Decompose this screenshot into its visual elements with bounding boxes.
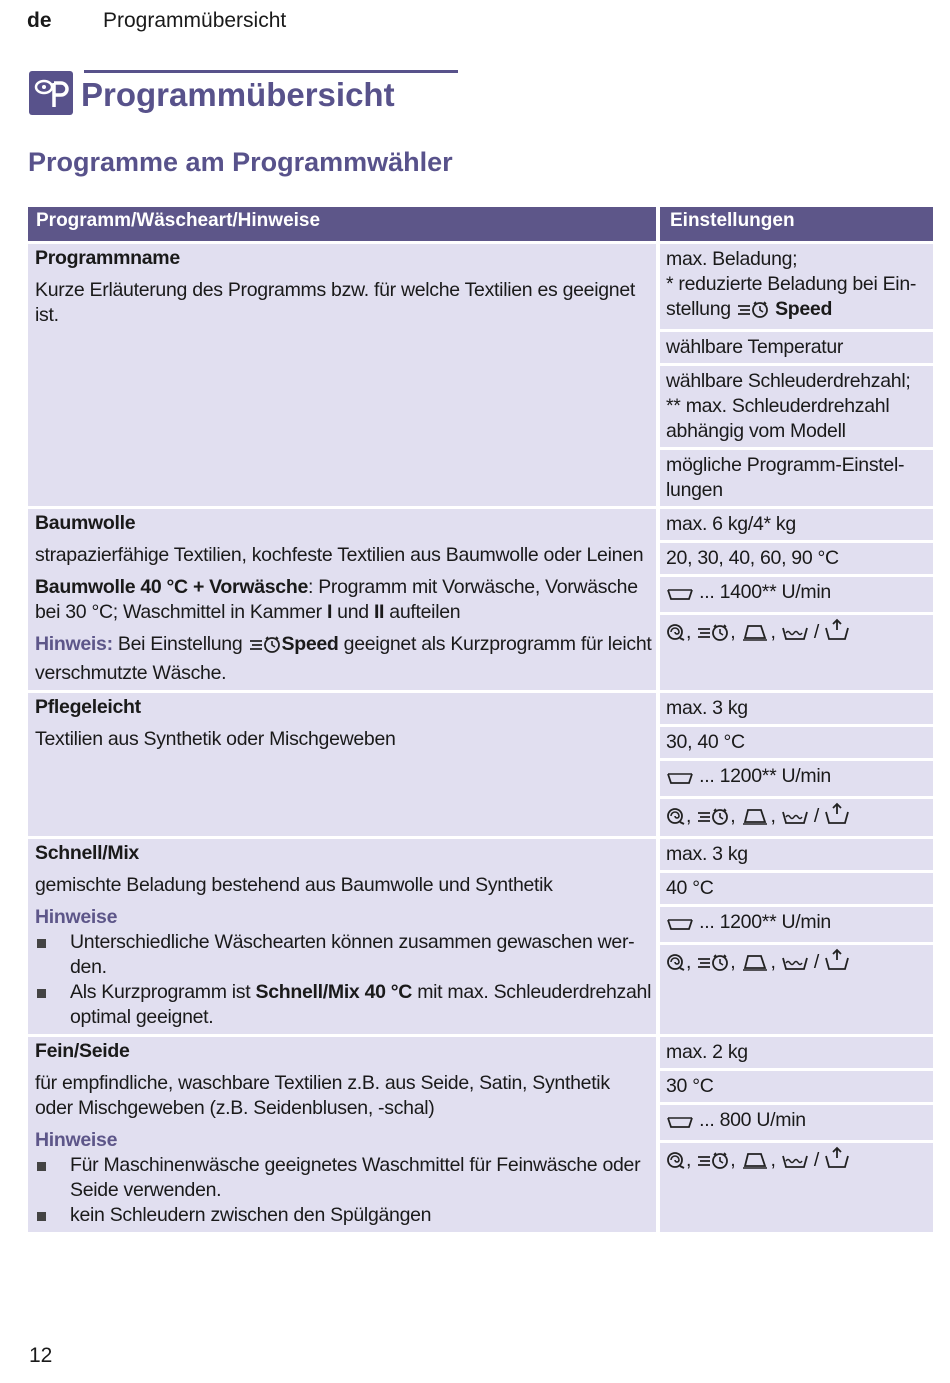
table-row-legend [28, 244, 933, 506]
water-plus-icon [781, 954, 809, 979]
spin-value: ... 1200** U/min [699, 765, 831, 787]
fein-settings [660, 1037, 933, 1232]
legend-options: mögliche Programm-Einstel- lungen [660, 450, 933, 506]
options-cell [660, 945, 933, 1034]
separator: , [770, 1149, 776, 1171]
hint-bullet [35, 980, 652, 1030]
table-row-baumwolle [28, 509, 933, 690]
spin-value: ... 1400** U/min [699, 581, 831, 603]
options-cell [660, 799, 933, 836]
bullet-bold: Schnell/Mix 40 °C [255, 981, 413, 1003]
iron-icon [741, 952, 771, 979]
spin-cell [660, 907, 933, 942]
iron-icon [741, 806, 771, 833]
chamber-II: II [373, 601, 385, 623]
temp-cell: 20, 30, 40, 60, 90 °C [660, 543, 933, 574]
water-plus-icon [781, 808, 809, 833]
stain-icon [666, 952, 686, 979]
separator-slash: / [813, 951, 819, 973]
pflegeleicht-left [28, 693, 656, 836]
table-row-schnell-mix [28, 839, 933, 1034]
spin-cell [660, 761, 933, 796]
separator-slash: / [813, 1149, 819, 1171]
program-table [28, 207, 933, 1232]
legend-spin: wählbare Schleuderdrehzahl; [666, 370, 911, 392]
temp-cell: 30 °C [660, 1071, 933, 1102]
spin-cell [660, 577, 933, 612]
options-cell [660, 615, 933, 690]
hints-label: Hinweise [35, 1129, 118, 1151]
stain-icon [666, 622, 686, 649]
separator: , [730, 805, 736, 827]
hint-bullet: kein Schleudern zwischen den Spülgängen [35, 1203, 652, 1228]
hints-label: Hinweise [35, 906, 118, 928]
hint-speed: Speed [281, 633, 339, 655]
program-name: Pflegeleicht [35, 696, 141, 718]
rinse-stop-icon [824, 802, 850, 833]
legend-load-note-line [666, 272, 927, 326]
speed-clock-icon [696, 806, 730, 833]
spin-cell [660, 1105, 933, 1140]
legend-speed: Speed [775, 298, 833, 320]
prewash-and: und [332, 601, 374, 623]
header-col-settings: Einstellungen [656, 207, 933, 241]
bullet-text-end: mit max. Schleuderdrehzahl optimal geeignet. [70, 981, 652, 1028]
baumwolle-left [28, 509, 656, 690]
separator: , [770, 805, 776, 827]
program-name: Schnell/Mix [35, 842, 139, 864]
program-description: gemischte Beladung bestehend aus Baumwolle und Synthetik [35, 874, 553, 896]
water-plus-icon [781, 1152, 809, 1177]
speed-clock-icon [736, 299, 770, 326]
legend-load-note: * reduzierte Beladung bei Ein- stellung [666, 273, 917, 320]
separator: , [730, 621, 736, 643]
program-description: Textilien aus Synthetik oder Mischgeweben [35, 728, 396, 750]
stain-icon [666, 806, 686, 833]
program-overview-icon [29, 71, 73, 115]
legend-spin-note: ** max. Schleuderdrehzahl abhängig vom Modell [666, 395, 890, 442]
rinse-stop-icon [824, 618, 850, 649]
rinse-stop-icon [824, 1146, 850, 1177]
prewash-text-end: aufteilen [384, 601, 461, 623]
prewash-bold: Baumwolle 40 °C + Vorwäsche [35, 576, 308, 598]
hint-text-end: geeignet als Kurzprogramm für leicht verschmutzte Wäsche. [35, 633, 652, 684]
fein-left [28, 1037, 656, 1232]
separator: , [730, 951, 736, 973]
legend-spin-cell [660, 366, 933, 447]
temp-cell: 30, 40 °C [660, 727, 933, 758]
program-name: Programmname [35, 247, 180, 269]
stain-icon [666, 1150, 686, 1177]
hint-text: Bei Einstellung [112, 633, 248, 655]
header-col-program: Programm/Wäscheart/Hinweise [36, 210, 321, 231]
prewash-text: : Programm mit Vorwäsche, Vorwäsche bei 30 °C; Waschmittel in Kammer [35, 576, 638, 623]
options-cell [660, 1143, 933, 1232]
program-description: für empfindliche, waschbare Textilien z.B. aus Seide, Satin, Synthetik oder Mischgeweben (z.B. Seidenblusen, -schal) [35, 1072, 610, 1119]
separator: , [686, 805, 692, 827]
speed-clock-icon [696, 952, 730, 979]
speed-clock-icon [248, 634, 282, 661]
legend-left [28, 244, 656, 506]
legend-settings [660, 244, 933, 506]
separator: , [770, 621, 776, 643]
spin-tub-icon [666, 914, 694, 939]
prewash-note [35, 575, 652, 625]
spin-tub-icon [666, 584, 694, 609]
page-title: Programmübersicht [81, 76, 395, 113]
speed-clock-icon [696, 1150, 730, 1177]
program-description: strapazierfähige Textilien, kochfeste Textilien aus Baumwolle oder Leinen [35, 544, 644, 566]
separator-slash: / [813, 805, 819, 827]
header-title: Programmübersicht [103, 9, 287, 32]
legend-temp: wählbare Temperatur [660, 332, 933, 363]
water-plus-icon [781, 624, 809, 649]
hint-bullet: Für Maschinenwäsche geeignetes Waschmittel für Feinwäsche oder Seide verwenden. [35, 1153, 652, 1203]
program-name: Baumwolle [35, 512, 136, 534]
separator: , [686, 1149, 692, 1171]
spin-value: ... 800 U/min [699, 1109, 806, 1131]
separator: , [770, 951, 776, 973]
load-cell: max. 3 kg [660, 693, 933, 724]
separator: , [730, 1149, 736, 1171]
speed-clock-icon [696, 622, 730, 649]
rinse-stop-icon [824, 948, 850, 979]
section-subtitle: Programme am Programmwähler [28, 147, 453, 177]
separator: , [686, 951, 692, 973]
baumwolle-settings [660, 509, 933, 690]
separator-slash: / [813, 621, 819, 643]
hint-bullet: Unterschiedliche Wäschearten können zusammen gewaschen wer- den. [35, 930, 652, 980]
table-header [28, 207, 933, 241]
iron-icon [741, 622, 771, 649]
legend-load: max. Beladung; [666, 248, 798, 270]
pflegeleicht-settings [660, 693, 933, 836]
load-cell: max. 6 kg/4* kg [660, 509, 933, 540]
table-row-pflegeleicht [28, 693, 933, 836]
bullet-text: Als Kurzprogramm ist [70, 981, 256, 1003]
language-code: de [27, 9, 52, 32]
iron-icon [741, 1150, 771, 1177]
legend-load-cell [660, 244, 933, 329]
spin-tub-icon [666, 1112, 694, 1137]
program-name: Fein/Seide [35, 1040, 130, 1062]
spin-tub-icon [666, 768, 694, 793]
schnell-left [28, 839, 656, 1034]
separator: , [686, 621, 692, 643]
temp-cell: 40 °C [660, 873, 933, 904]
chamber-I: I [326, 601, 333, 623]
spin-value: ... 1200** U/min [699, 911, 831, 933]
program-description: Kurze Erläuterung des Programms bzw. für welche Textilien es geeignet ist. [35, 279, 636, 326]
title-rule [84, 70, 458, 73]
load-cell: max. 3 kg [660, 839, 933, 870]
page-number: 12 [29, 1344, 53, 1367]
table-row-fein-seide [28, 1037, 933, 1232]
schnell-settings [660, 839, 933, 1034]
hint-label: Hinweis: [35, 633, 113, 655]
load-cell: max. 2 kg [660, 1037, 933, 1068]
hint-note [35, 632, 652, 686]
